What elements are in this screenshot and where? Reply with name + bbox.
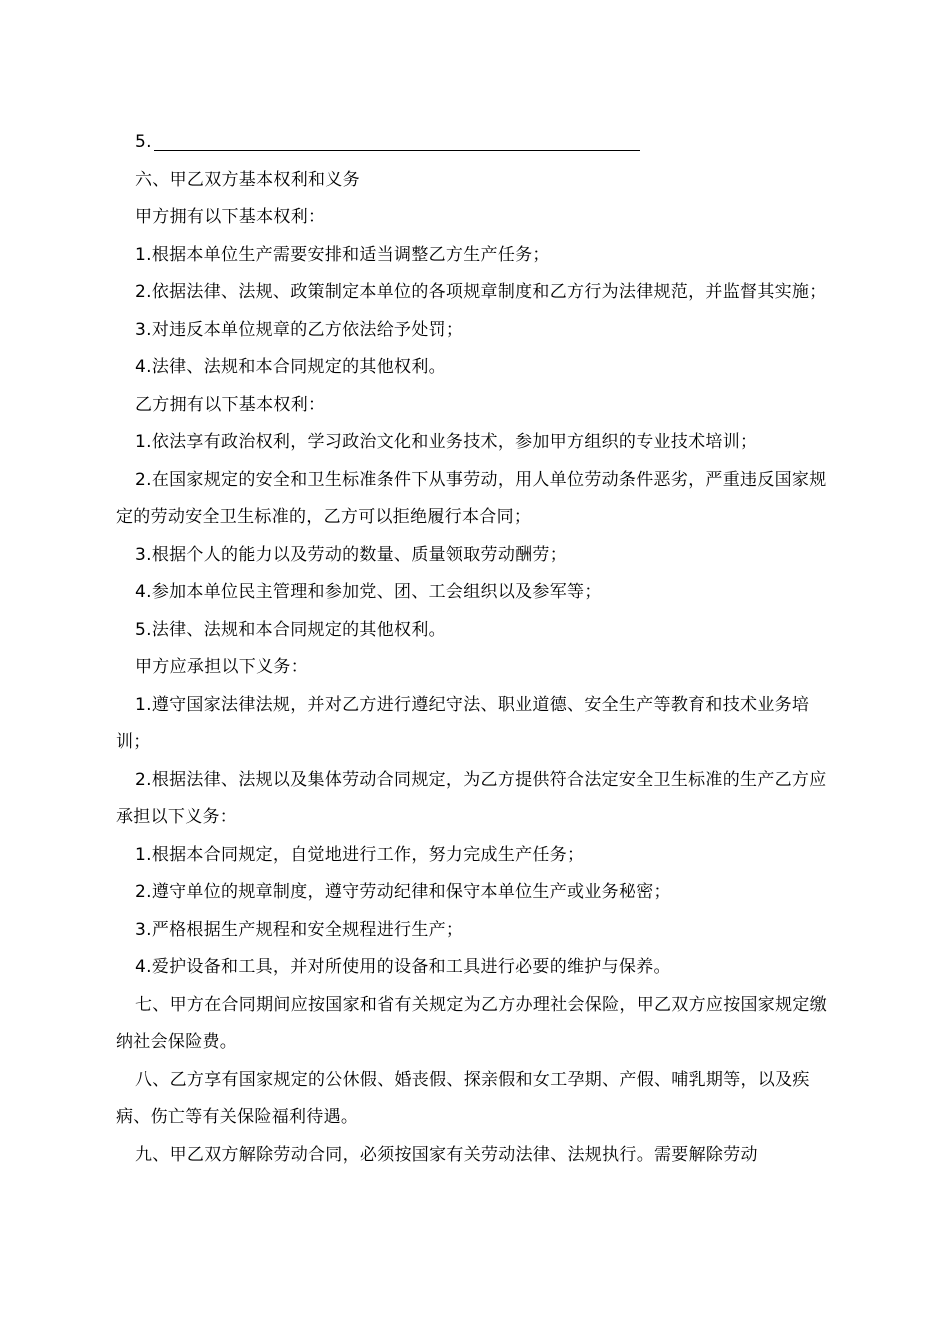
party-a-right-2: 2.依据法律、法规、政策制定本单位的各项规章制度和乙方行为法律规范，并监督其实施； — [135, 282, 827, 302]
party-b-right-2: 2.在国家规定的安全和卫生标准条件下从事劳动，用人单位劳动条件恶劣，严重违反国家规定的劳动安全卫生标准的，乙方可以拒绝履行本合同； — [116, 469, 827, 527]
section-seven: 七、甲方在合同期间应按国家和省有关规定为乙方办理社会保险，甲乙双方应按国家规定缴纳社会保险费。 — [116, 994, 827, 1052]
party-b-rights-heading: 乙方拥有以下基本权利： — [135, 394, 326, 415]
party-a-right-3: 3.对违反本单位规章的乙方依法给予处罚； — [135, 319, 464, 340]
party-b-duty-1: 1.根据本合同规定，自觉地进行工作，努力完成生产任务； — [135, 844, 585, 865]
party-b-right-4: 4.参加本单位民主管理和参加党、团、工会组织以及参军等； — [135, 582, 602, 602]
section-eight: 八、乙方享有国家规定的公休假、婚丧假、探亲假和女工孕期、产假、哺乳期等，以及疾病、伤亡等有关保险福利待遇。 — [116, 1069, 810, 1127]
section-nine: 九、甲乙双方解除劳动合同，必须按国家有关劳动法律、法规执行。需要解除劳动 — [135, 1144, 758, 1165]
party-b-right-5: 5.法律、法规和本合同规定的其他权利。 — [135, 619, 446, 640]
fill-in-blank-line — [154, 130, 640, 151]
party-a-duties-heading: 甲方应承担以下义务： — [135, 657, 308, 677]
party-a-right-4: 4.法律、法规和本合同规定的其他权利。 — [135, 357, 446, 377]
item-number: 5. — [135, 132, 152, 152]
party-a-duty-1: 1.遵守国家法律法规，并对乙方进行遵纪守法、职业道德、安全生产等教育和技术业务培训； — [116, 694, 810, 752]
section-six-heading: 六、甲乙双方基本权利和义务 — [135, 169, 360, 190]
party-a-right-1: 1.根据本单位生产需要安排和适当调整乙方生产任务； — [135, 244, 550, 265]
document-body — [116, 124, 836, 1174]
party-b-right-1: 1.依法享有政治权利，学习政治文化和业务技术，参加甲方组织的专业技术培训； — [135, 432, 758, 452]
party-a-duty-2: 2.根据法律、法规以及集体劳动合同规定，为乙方提供符合法定安全卫生标准的生产乙方应承担以下义务： — [116, 769, 827, 827]
party-b-right-3: 3.根据个人的能力以及劳动的数量、质量领取劳动酬劳； — [135, 544, 568, 565]
party-b-duty-3: 3.严格根据生产规程和安全规程进行生产； — [135, 919, 464, 940]
party-b-duty-4: 4.爱护设备和工具，并对所使用的设备和工具进行必要的维护与保养。 — [135, 957, 671, 977]
party-b-duty-2: 2.遵守单位的规章制度，遵守劳动纪律和保守本单位生产或业务秘密； — [135, 882, 671, 902]
list-item-5-blank — [116, 124, 836, 162]
party-a-rights-heading: 甲方拥有以下基本权利： — [135, 207, 326, 227]
